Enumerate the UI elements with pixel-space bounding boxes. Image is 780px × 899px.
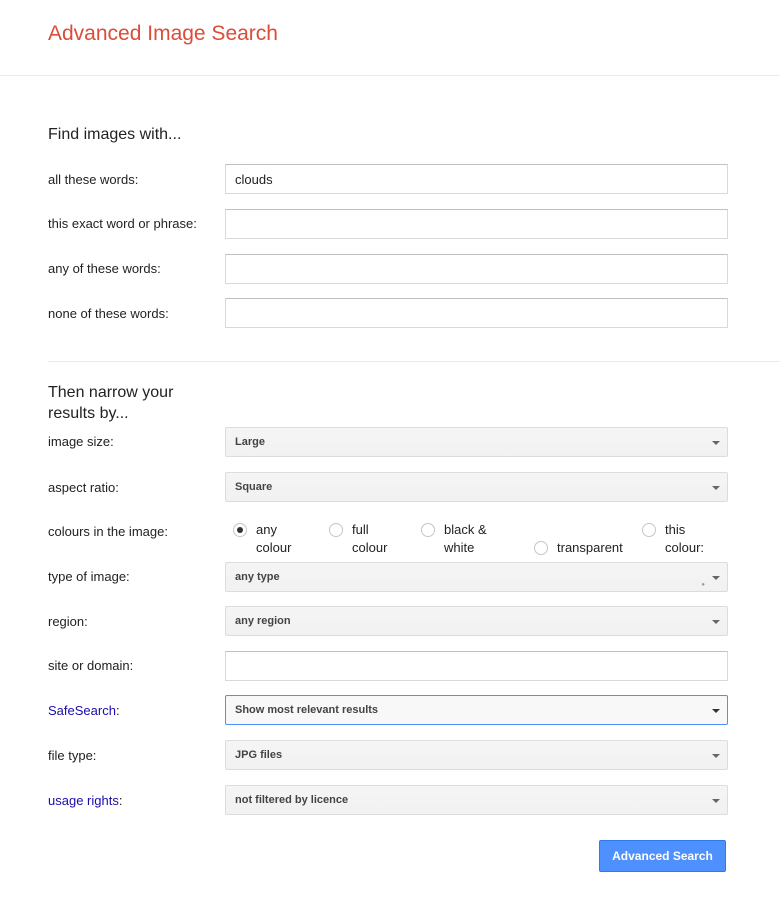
page-title: Advanced Image Search [48, 22, 278, 45]
site-domain-label: site or domain: [48, 658, 134, 673]
section-divider [48, 361, 780, 362]
usage-rights-help-link[interactable]: usage rights [48, 793, 119, 808]
colour-option-transparent-label: transparent [557, 540, 623, 555]
image-size-label: image size: [48, 434, 114, 449]
colour-option-transparent[interactable] [534, 539, 634, 557]
region-select[interactable] [225, 606, 728, 636]
usage-rights-value: not filtered by licence [235, 794, 349, 806]
dropdown-caret-icon [712, 486, 720, 490]
dropdown-caret-icon [712, 620, 720, 624]
colour-option-bw-line2: white [444, 540, 475, 555]
safesearch-colon: : [115, 703, 120, 718]
usage-rights-label-row [48, 793, 122, 808]
radio-this-colour[interactable] [642, 523, 656, 537]
colour-option-this-colour[interactable] [642, 521, 712, 557]
site-domain-input[interactable] [225, 651, 728, 681]
exact-phrase-label: this exact word or phrase: [48, 216, 197, 231]
file-type-value: JPG files [235, 749, 283, 761]
type-of-image-select[interactable] [225, 562, 728, 592]
dropdown-caret-icon [712, 754, 720, 758]
usage-rights-select[interactable] [225, 785, 728, 815]
type-of-image-label: type of image: [48, 569, 130, 584]
region-label: region: [48, 614, 88, 629]
dropdown-caret-icon [712, 576, 720, 580]
usage-rights-colon: : [118, 793, 123, 808]
find-images-heading: Find images with... [48, 126, 182, 143]
safesearch-select[interactable] [225, 695, 728, 725]
narrow-results-heading: Then narrow your results by... [48, 384, 174, 422]
radio-full-colour[interactable] [329, 523, 343, 537]
any-words-label: any of these words: [48, 261, 161, 276]
radio-any-colour[interactable] [233, 523, 247, 537]
colour-option-this-line1: this [665, 522, 686, 537]
exact-phrase-input[interactable] [225, 209, 728, 239]
dropdown-caret-icon [712, 709, 720, 713]
page-header [0, 0, 780, 76]
colour-option-any[interactable] [233, 521, 303, 557]
colour-option-any-line2: colour [256, 540, 292, 555]
colour-option-black-white[interactable] [421, 521, 501, 557]
safesearch-value: Show most relevant results [235, 704, 379, 716]
file-type-select[interactable] [225, 740, 728, 770]
any-words-input[interactable] [225, 254, 728, 284]
none-words-label: none of these words: [48, 306, 169, 321]
radio-transparent[interactable] [534, 541, 548, 555]
colour-option-bw-line1: black & [444, 522, 487, 537]
aspect-ratio-select[interactable] [225, 472, 728, 502]
safesearch-help-link[interactable]: SafeSearch [48, 703, 116, 718]
image-size-select[interactable] [225, 427, 728, 457]
dropdown-caret-icon [712, 441, 720, 445]
file-type-label: file type: [48, 748, 97, 763]
colour-option-any-line1: any [256, 522, 277, 537]
colour-option-full[interactable] [329, 521, 399, 557]
safesearch-label-row [48, 703, 120, 718]
radio-black-white[interactable] [421, 523, 435, 537]
dropdown-caret-icon [712, 799, 720, 803]
colour-option-full-line2: colour [352, 540, 388, 555]
all-words-input[interactable] [225, 164, 728, 194]
colour-option-full-line1: full [352, 522, 369, 537]
image-size-value: Large [235, 436, 265, 448]
type-of-image-value: any type [235, 571, 280, 583]
colour-option-this-line2: colour: [665, 540, 705, 555]
none-words-input[interactable] [225, 298, 728, 328]
region-value: any region [235, 615, 291, 627]
colours-label: colours in the image: [48, 524, 168, 539]
all-words-label: all these words: [48, 172, 139, 187]
advanced-search-button[interactable]: Advanced Search [599, 840, 726, 872]
aspect-ratio-label: aspect ratio: [48, 480, 119, 495]
dot-icon: ● [701, 582, 705, 588]
aspect-ratio-value: Square [235, 481, 273, 493]
